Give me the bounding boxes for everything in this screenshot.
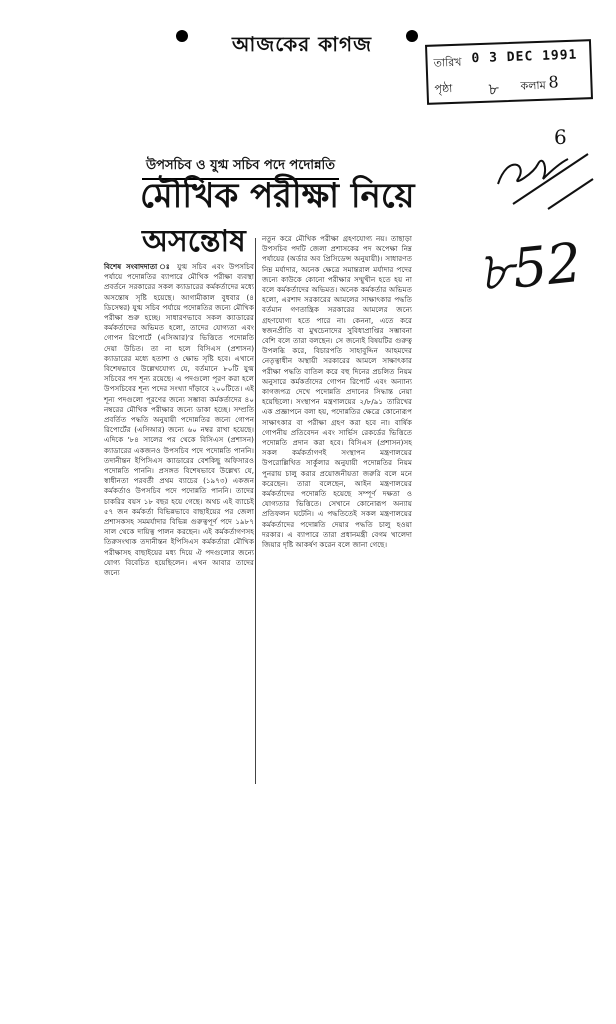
date-stamp xyxy=(425,39,593,105)
article-kicker: উপসচিব ও যুগ্ম সচিব পদে পদোন্নতি xyxy=(142,156,339,180)
stamp-column: 8 xyxy=(548,72,559,92)
article-column-1-text: যুগ্ম সচিব এবং উপসচিব পর্যায়ে পদোন্নতির ব্যাপারে মৌখিক পরীক্ষা ব্যবস্থা প্রবর্তনে সরকারের সকল ক্যাডারের কর্মকর্তাদের মধ্যে অসন্তোষ সৃষ্টি হয়েছে। আগামীকাল বুধবার (৪ ডিসেম্বর) যুগ্ম সচিব পর্যায়ে পদোন্নতির জন্যে মৌখিক পরীক্ষা শুরু হচ্ছে। সাধারণভাবে সকল ক্যাডারের কর্মকর্তাদের অভিমত হলো, তাদের যোগ্যতা এবং গোপন রিপোর্টে (এসিআর)'র ভিত্তিতে পদোন্নতি দেয়া উচিত। তা না হলে বিসিএস (প্রশাসন) ক্যাডারের মধ্যে হতাশা ও ক্ষোভ সৃষ্টি হবে। এখানে বিশেষভাবে উল্লেখযোগ্য যে, বর্তমানে ৮০টি যুগ্ম সচিবের পদ শূন্য রয়েছে। এ পদগুলো পূরণ করা হলে উপসচিবের শূন্য পদের সংখ্যা দাঁড়াবে ২০০টিতে। এই শূন্য পদগুলো পূরণের জন্যে সম্ভাব্য কর্মকর্তাদের ৪০ নম্বরের মৌখিক পরীক্ষার জন্যে ডাকা হচ্ছে। সম্প্রতি প্রবর্তিত পদ্ধতি অনুযায়ী পদোন্নতির জন্যে গোপন রিপোর্টের (এসিআর) জন্যে ৬০ নম্বর রাখা হয়েছে। এদিকে '৮৪ সালের পর থেকে বিসিএস (প্রশাসন) ক্যাডারের একজনও উপসচিব পদে পদোন্নতি পাননি। তদানীন্তন ইপিসিএস ক্যাডারের বেশকিছু অফিসারও পদোন্নতি পাননি। প্রসঙ্গত বিশেষভাবে উল্লেখ্য যে, স্বাধীনতা পরবর্তী প্রথম ব্যাচের (১৯৭৩) একজন কর্মকর্তাও উপসচিব পদে পদোন্নতি পাননি। তাদের চাকরির বয়স ১৮ বছর হয়ে গেছে। অথচ এই ব্যাচেই ৫৭ জন কর্মকর্তা বিভিন্নভাবে বাছাইয়ের পর জেলা প্রশাসকসহ সমমর্যাদার বিভিন্ন গুরুত্বপূর্ণ পদে ১৯৮৭ সাল থেকে দায়িত্ব পালন করছেন। এই কর্মকর্তাগণসহ তিরুসংখ্যক তদানীন্তন ইপিসিএস কর্মকর্তারা মৌখিক পরীক্ষাসহ বাছাইয়ের মধ্য দিয়ে ঐ পদগুলোর জন্যে যোগ্য বিবেচিত হয়েছিলেন। এখন আবার তাদের জন্যে xyxy=(104,262,254,578)
handwritten-mark: 6 xyxy=(554,125,567,149)
handwritten-signature xyxy=(488,124,598,214)
handwritten-file-number: ৮52 xyxy=(474,230,585,305)
binder-hole-left xyxy=(176,30,188,42)
article-column-1 xyxy=(104,262,254,578)
column-divider xyxy=(255,238,256,784)
stamp-page-label: পৃষ্ঠা xyxy=(434,81,453,96)
stamp-page: ৮ xyxy=(488,79,500,99)
article-byline: বিশেষ সংবাদদাতা ঃ xyxy=(104,262,173,271)
newspaper-clipping xyxy=(98,152,420,792)
stamp-date-label: তারিখ xyxy=(433,55,462,70)
article-headline-line2: অসন্তোষ xyxy=(142,224,246,259)
publication-name: আজকের কাগজ xyxy=(232,32,373,56)
article-headline: মৌখিক পরীক্ষা নিয়ে xyxy=(140,176,415,216)
binder-hole-right xyxy=(406,30,418,42)
stamp-column-label: কলাম xyxy=(520,78,546,93)
stamp-date: 0 3 DEC 1991 xyxy=(471,47,578,67)
article-column-2: নতুন করে মৌখিক পরীক্ষা গ্রহণযোগ্য নয়। তাছাড়া উপসচিব পদটি জেলা প্রশাসকের পদ অপেক্ষা নিম্ন পর্যায়ের (অর্ডার অব প্রিসিডেন্স অনুযায়ী)। সাধারণত নিম্ন মর্যাদার, অনেক ক্ষেত্রে সমান্তরাল মর্যাদার পদের জন্যে কাউকে কোনো পরীক্ষার সম্মুখীন হতে হয় না বলে কর্মকর্তাদের অভিমত। অনেক কর্মকর্তার অভিমত হলো, এরশাদ সরকারের আমলের সাক্ষাৎকার পদ্ধতি বর্তমান গণতান্ত্রিক সরকারের আমলের জন্যে গ্রহণযোগ্য হতে পারে না। কেননা, এতে করে স্বজনপ্রীতি বা মুখচেনাদের সুবিধাপ্রাপ্তির সম্ভাবনা বেশি বলে তারা বলছেন। সে জন্যেই বিষয়টির গুরুত্ব উপলব্ধি করে, বিচারপতি সাহাবুদ্দিন আহমদের নেতৃত্বাধীন অস্থায়ী সরকারের আমলে সাক্ষাৎকার পরীক্ষা পদ্ধতি বাতিল করে বহু দিনের প্রচলিত নিয়ম অনুসারে কর্মকর্তাদের গোপন রিপোর্ট এবং অন্যান্য কাগজপত্র দেখে পদোন্নতি প্রদানের সিদ্ধান্ত নেয়া হয়েছিলো। সংস্থাপন মন্ত্রণালয়ের ২/৮/৯১ তারিখের এক প্রজ্ঞাপনে বলা হয়, পদোন্নতির ক্ষেত্রে কোনোরূপ সাক্ষাৎকার বা পরীক্ষা গ্রহণ করা হবে না। বার্ষিক গোপনীয় প্রতিবেদন এবং সার্ভিস রেকর্ডের ভিত্তিতে পদোন্নতি প্রদান করা হবে। বিসিএস (প্রশাসন)সহ সকল কর্মকর্তাগণই সংস্থাপন মন্ত্রণালয়ের উপরোল্লিখিত সার্কুলার অনুযায়ী পদোন্নতির নিয়ম পুনরায় চালু করার প্রয়োজনীয়তা জরুরি বলে মনে করেছেন। তারা বলেছেন, আইন মন্ত্রণালয়ের কর্মকর্তাদের পদোন্নতি হয়েছে সম্পূর্ণ দক্ষতা ও যোগ্যতার ভিত্তিতে। সেখানে কোনোরূপ অন্যায় প্রতিফলন ঘটেনি। এ পদ্ধতিতেই সকল মন্ত্রণালয়ের কর্মকর্তাদের পদোন্নতি দেয়ার পদ্ধতি চালু হওয়া দরকার। এ ব্যাপারে তারা প্রধানমন্ত্রী বেগম খালেদা জিয়ার দৃষ্টি আকর্ষণ করেন বলে জানা গেছে। xyxy=(262,234,412,550)
